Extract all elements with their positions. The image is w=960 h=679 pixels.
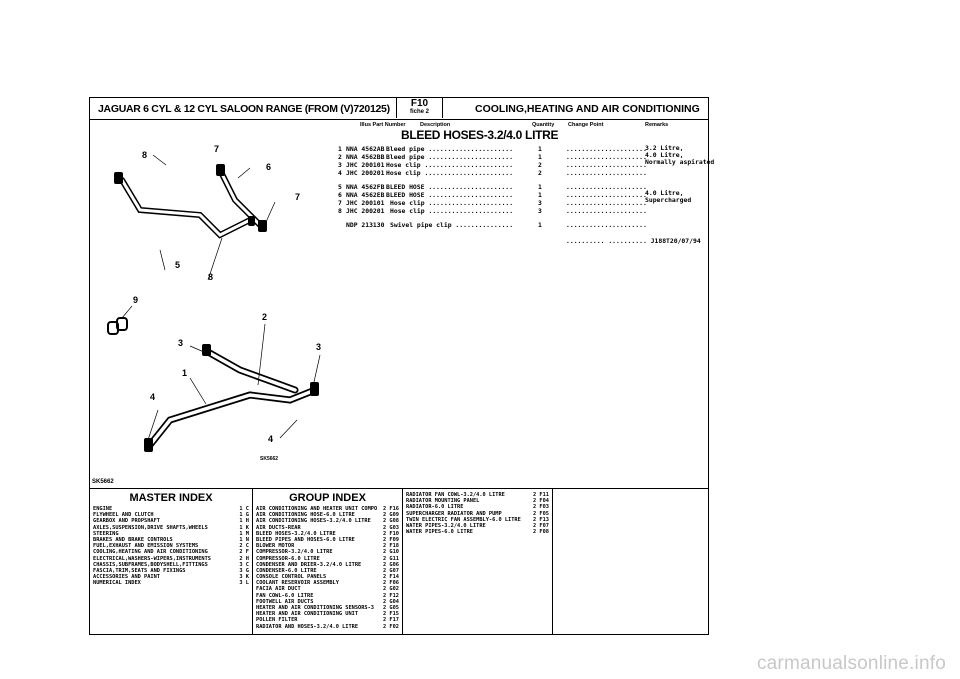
list-item[interactable]: ACCESSORIES AND PAINT 3 K [93, 574, 249, 581]
col-illus-part: Illus Part Number [360, 122, 406, 128]
callout-8b: 8 [208, 272, 214, 282]
list-item[interactable]: AIR CONDITIONING AND HEATER UNIT COMPO 2 F16 [256, 506, 399, 512]
callout-5: 5 [175, 260, 181, 270]
list-item[interactable]: AIR CONDITIONING HOSE-6.0 LITRE 2 G09 [256, 512, 399, 519]
list-item[interactable]: COMPRESSOR-3.2/4.0 LITRE 2 G10 [256, 549, 399, 556]
remarks-group-2: 4.0 Litre, Supercharged [645, 189, 692, 204]
list-item[interactable]: BRAKES AND BRAKE CONTROLS 1 N [93, 536, 249, 543]
group-index-continued [403, 489, 553, 634]
list-item[interactable]: FASCIA,TRIM,SEATS AND FIXINGS 3 G [93, 567, 249, 574]
index-panel [90, 488, 708, 634]
list-item[interactable]: BLOWER MOTOR 2 F18 [256, 543, 399, 550]
list-item[interactable]: ENGINE 1 C [93, 506, 249, 512]
list-item[interactable]: CONDENSER AND DRIER-3.2/4.0 LITRE 2 G06 [256, 561, 399, 568]
list-item[interactable]: BLEED HOSES-3.2/4.0 LITRE 2 F10 [256, 530, 399, 537]
sheet-code: SK5662 [92, 479, 114, 485]
list-item[interactable]: WATER PIPES-6.0 LITRE 2 F08 [406, 529, 549, 536]
sheet-header [90, 98, 708, 120]
list-item[interactable]: HEATER AND AIR CONDITIONING SENSORS-3 2 G05 [256, 605, 399, 611]
catalogue-title: JAGUAR 6 CYL & 12 CYL SALOON RANGE (FROM (V)720125) [98, 103, 390, 115]
callout-7b: 7 [295, 192, 301, 202]
list-item[interactable]: COOLANT RESERVOIR ASSEMBLY 2 F06 [256, 580, 399, 587]
list-item[interactable]: AIR CONDITIONING HOSES-3.2/4.0 LITRE 2 G08 [256, 518, 399, 525]
list-item[interactable]: POLLEN FILTER 2 F17 [256, 617, 399, 624]
callout-4: 4 [150, 392, 156, 402]
list-item[interactable]: CHASSIS,SUBFRAMES,BODYSHELL,FITTINGS 3 C [93, 561, 249, 568]
remarks-date: .......... .......... J188T20/07/94 [566, 237, 701, 245]
list-item[interactable]: RADIATOR MOUNTING PANEL 2 F04 [406, 498, 549, 505]
list-item[interactable]: COMPRESSOR-6.0 LITRE 2 G11 [256, 555, 399, 562]
list-item[interactable]: FOOTWELL AIR DUCTS 2 G04 [256, 598, 399, 605]
list-item[interactable]: RADIATOR AND HOSES-3.2/4.0 LITRE 2 F02 [256, 623, 399, 630]
callout-numbers [133, 144, 321, 462]
callout-1: 1 [182, 368, 188, 378]
callout-6: 6 [266, 162, 272, 172]
group-title: COOLING,HEATING AND AIR CONDITIONING [475, 103, 700, 115]
parts-catalogue-sheet: JAGUAR 6 CYL & 12 CYL SALOON RANGE (FROM (V)720125) F10 fiche 2 COOLING,HEATING AND AIR CONDITIONING Illus Part Number Description Quantity Change Point Remarks BLEED HOSES-3.2/4.0 LITRE 1 NNA 4562AB Bleed pipe ...................... 1 ..................... 2 NNA 4562BB Bleed pipe ...................... 1 ..................... 3 JHC 200101 Hose clip ....................... 2 ..................... 4 JHC 200201 Hose clip ....................... 2 ..................... 5 NNA 4562FB BLEED HOSE ...................... 1 ..................... 6 NNA 4562EB BLEED HOSE ...................... 1 ..................... 7 JHC 200101 Hose clip ...................... 3 ..................... 8 JHC 200201 Hose clip ...................... 3 ..................... NDP 213130 Swivel pipe clip ............... 1 ..................... 3.2 Litre, 4.0 Litre, Normally aspirated 4.0 Litre, Supercharged .......... .......... J188T20/07/94 8 7 6 7 5 8 9 2 3 3 1 4 4 SK5662 SK5662 MASTER INDEX ENGINE 1 C FLYWHEEL AND CLUTCH 1 G GEARBOX AND PROPSHAFT 1 H AXLES,SUSPENSION,DRIVE SHAFTS,WHEELS 1 K STEERING 1 M BRAKES AND BRAKE CONTROLS 1 N FUEL,EXHAUST AND EMISSION SYSTEMS 2 C COOLING,HEATING AND AIR CONDITIONING 2 F ELECTRICAL,WASHERS-WIPERS,INSTRUMENTS 2 H CHASSIS,SUBFRAMES,BODYSHELL,FITTINGS 3 C FASCIA,TRIM,SEATS AND FIXINGS 3 G ACCESSORIES AND PAINT 3 K NUMERICAL INDEX 3 L GROUP INDEX AIR CONDITIONING AND HEATER UNIT COMPO 2 F16 AIR CONDITIONING HOSE-6.0 LITRE 2 G09 AIR CONDITIONING HOSES-3.2/4.0 LITRE 2 G08 AIR DUCTS-REAR 2 G03 BLEED HOSES-3.2/4.0 LITRE 2 F10 BLEED PIPES AND HOSES-6.0 LITRE 2 F09 BLOWER MOTOR 2 F18 COMPRESSOR-3.2/4.0 LITRE 2 G10 COMPRESSOR-6.0 LITRE 2 G11 CONDENSER AND DRIER-3.2/4.0 LITRE 2 G06 CONDENSER-6.0 LITRE 2 G07 CONSOLE CONTROL PANELS 2 F14 COOLANT RESERVOIR ASSEMBLY 2 F06 FACIA AIR DUCT 2 G02 FAN COWL-6.0 LITRE 2 F12 FOOTWELL AIR DUCTS 2 G04 HEATER AND AIR CONDITIONING SENSORS-3 2 G05 HEATER AND AIR CONDITIONING UNIT 2 F15 POLLEN FILTER 2 F17 RADIATOR AND HOSES-3.2/4.0 LITRE 2 F02 RADIATOR FAN COWL-3.2/4.0 LITRE 2 F11 RADIATOR MOUNTING PANEL 2 F04 RADIATOR-6.0 LITRE 2 F03 SUPERCHARGER RADIATOR AND PUMP 2 F05 TWIN ELECTRIC FAN ASSEMBLY-6.0 LITRE 2 F13 WATER PIPES-3.2/4.0 LITRE 2 F07 WATER PIPES-6.0 LITRE 2 F08 [89, 97, 709, 635]
list-item[interactable]: AIR DUCTS-REAR 2 G03 [256, 524, 399, 531]
fiche-box [396, 98, 443, 118]
group-index-list [256, 506, 399, 630]
group-index-title: GROUP INDEX [289, 492, 366, 504]
fiche-number: fiche 2 [409, 109, 429, 115]
callout-4b: 4 [268, 434, 274, 444]
list-item[interactable]: RADIATOR-6.0 LITRE 2 F03 [406, 504, 549, 511]
master-index [90, 489, 253, 634]
list-item[interactable]: FACIA AIR DUCT 2 G02 [256, 586, 399, 593]
exploded-diagram [90, 120, 340, 480]
list-item[interactable]: AXLES,SUSPENSION,DRIVE SHAFTS,WHEELS 1 K [93, 524, 249, 531]
callout-9: 9 [133, 295, 139, 305]
list-item[interactable]: CONSOLE CONTROL PANELS 2 F14 [256, 574, 399, 581]
list-item[interactable]: TWIN ELECTRIC FAN ASSEMBLY-6.0 LITRE 2 F13 [406, 516, 549, 523]
list-item[interactable]: FUEL,EXHAUST AND EMISSION SYSTEMS 2 C [93, 543, 249, 550]
list-item[interactable]: STEERING 1 M [93, 530, 249, 537]
group-index [253, 489, 403, 634]
list-item[interactable]: COOLING,HEATING AND AIR CONDITIONING 2 F [93, 549, 249, 556]
list-item[interactable]: ELECTRICAL,WASHERS-WIPERS,INSTRUMENTS 2 H [93, 555, 249, 562]
list-item[interactable]: SUPERCHARGER RADIATOR AND PUMP 2 F05 [406, 510, 549, 517]
fiche-code: F10 [410, 98, 429, 109]
col-change-point: Change Point [568, 122, 604, 128]
list-item[interactable]: RADIATOR FAN COWL-3.2/4.0 LITRE 2 F11 [406, 492, 549, 498]
master-index-list [93, 506, 249, 586]
callout-7: 7 [214, 144, 220, 154]
callout-3: 3 [178, 338, 184, 348]
remarks-group-1: 3.2 Litre, 4.0 Litre, Normally aspirated [645, 144, 715, 166]
figure-code: SK5662 [260, 456, 279, 462]
callout-8: 8 [142, 150, 148, 160]
col-description: Description [420, 122, 451, 128]
watermark: carmanualsonline.info [756, 653, 946, 674]
col-quantity: Quantity [532, 122, 555, 128]
list-item[interactable]: FAN COWL-6.0 LITRE 2 F12 [256, 592, 399, 599]
list-item[interactable]: BLEED PIPES AND HOSES-6.0 LITRE 2 F09 [256, 536, 399, 543]
callout-3b: 3 [316, 342, 322, 352]
list-item[interactable]: GEARBOX AND PROPSHAFT 1 H [93, 518, 249, 525]
list-item[interactable]: NUMERICAL INDEX 3 L [93, 580, 249, 587]
list-item[interactable]: HEATER AND AIR CONDITIONING UNIT 2 F15 [256, 611, 399, 618]
col-remarks: Remarks [645, 122, 669, 128]
group-index-cont-list [406, 492, 549, 535]
callout-2: 2 [262, 312, 268, 322]
list-item[interactable]: CONDENSER-6.0 LITRE 2 G07 [256, 567, 399, 574]
master-index-title: MASTER INDEX [129, 492, 213, 504]
list-item[interactable]: FLYWHEEL AND CLUTCH 1 G [93, 512, 249, 519]
list-item[interactable]: WATER PIPES-3.2/4.0 LITRE 2 F07 [406, 522, 549, 529]
section-title: BLEED HOSES-3.2/4.0 LITRE [401, 128, 559, 142]
